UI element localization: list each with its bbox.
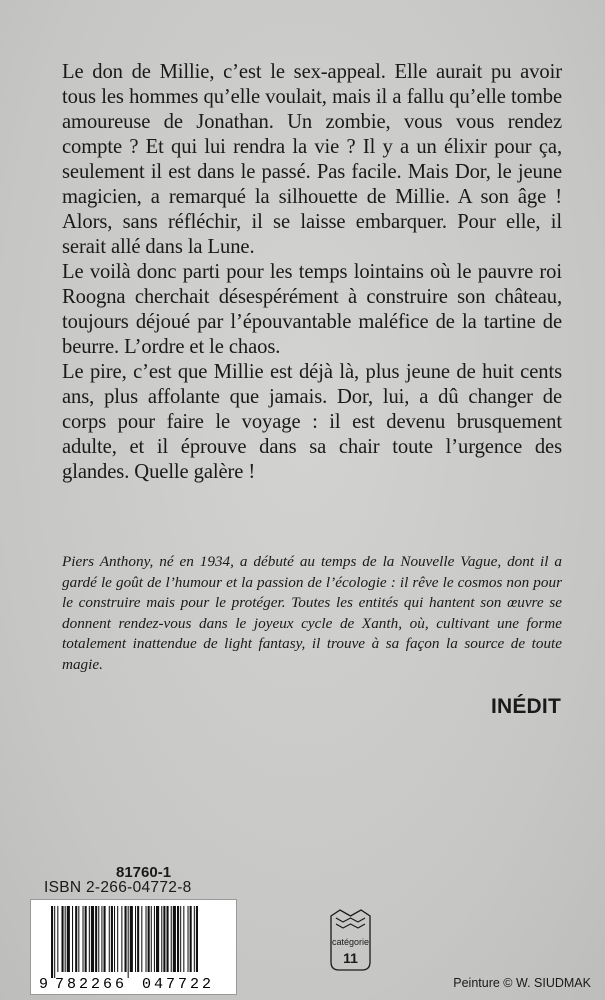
product-code: 81760-1 [116, 864, 172, 881]
barcode-bar [111, 906, 113, 972]
category-badge [327, 908, 374, 974]
barcode-bar [89, 906, 90, 972]
barcode-bar [54, 906, 55, 978]
barcode-bar [109, 906, 110, 972]
barcode-bar [117, 906, 118, 972]
barcode-bar [180, 906, 181, 972]
barcode-bar [85, 906, 87, 972]
barcode-bar [183, 906, 184, 972]
inedit-label: INÉDIT [490, 695, 561, 718]
barcode-bar [72, 906, 73, 972]
category-number: 11 [343, 950, 358, 966]
barcode-bar [177, 906, 179, 972]
barcode-bar [190, 906, 192, 972]
barcode-bar [114, 906, 115, 972]
barcode-bar [75, 906, 77, 972]
barcode-bar [130, 906, 133, 972]
barcode-bar [121, 906, 122, 972]
barcode-bar [67, 906, 70, 972]
blurb-paragraph-3: Le pire, c’est que Millie est déjà là, plus jeune de huit cents ans, plus affolante que jamais. Dor, lui, a dû changer de corps pour faire le voyage : il est devenu brusquement adulte, et il éprouve dans sa chair toute l’urgence des glandes. Quelle galère ! [62, 361, 562, 483]
barcode-bars [31, 900, 236, 994]
barcode-bar [57, 906, 58, 972]
barcode-bar [91, 906, 94, 972]
barcode-digits-right: 047722 [142, 976, 215, 993]
barcode-bar [194, 906, 195, 972]
barcode-bar [137, 906, 139, 972]
author-bio: Piers Anthony, né en 1934, a débuté au temps de la Nouvelle Vague, dont il a gardé le goût de l’humour et la passion de l’écologie : il rêve le cosmos non pour le construire mais pour le protéger. Toutes les entités qui hantent son œuvre se donnent rendez-vous dans le joyeux cycle de Xanth, où, cultivant une forme totalement inattendue de light fantasy, il trouve à sa façon la source de toute magie. [62, 553, 562, 673]
barcode-bar [101, 906, 102, 972]
barcode-bar [65, 906, 66, 972]
barcode-bar [51, 906, 53, 978]
barcode-bar [148, 906, 150, 972]
barcode-bar [196, 906, 198, 972]
barcode-bar [156, 906, 159, 972]
blurb-paragraph-1: Le don de Millie, c’est le sex-appeal. Elle aurait pu avoir tous les hommes qu’elle voulait, mais il a fallu qu’elle tombe amoureuse de Jonathan. Un zombie, vous vous rendez compte ? Et qui lui rendra la vie ? Il y a un élixir pour ça, seulement il est dans le passé. Pas facile. Mais Dor, le jeune magicien, a remarqué la silhouette de Millie. A son âge ! Alors, sans réfléchir, il se laisse embarquer. Pour elle, il serait allé dans la Lune. [62, 61, 562, 258]
barcode-digits-left: 782266 [55, 976, 128, 993]
blurb-paragraph-2: Le voilà donc parti pour les temps lointains où le pauvre roi Roogna cherchait désespérément à construire son château, toujours déjoué par l’épouvantable maléfice de la tartine de beurre. L’ordre et le chaos. [62, 261, 562, 358]
barcode-bar [151, 906, 152, 972]
barcode-bar [141, 906, 142, 972]
barcode-bar [135, 906, 136, 972]
barcode-bar [95, 906, 97, 972]
barcode-bar [128, 906, 129, 978]
illustration-credit: Peinture © W. SIUDMAK [453, 976, 591, 990]
barcode-bar [154, 906, 155, 972]
barcode-bar [173, 906, 176, 972]
barcode-bar [171, 906, 172, 972]
barcode-bar [125, 906, 127, 972]
barcode-bar [78, 906, 79, 972]
isbn-number: ISBN 2-266-04772-8 [44, 879, 192, 896]
barcode-digit-first: 9 [39, 976, 49, 993]
barcode [30, 899, 237, 995]
barcode-bar [62, 906, 64, 972]
barcode-bar [188, 906, 189, 972]
barcode-bar [161, 906, 162, 972]
barcode-bar [146, 906, 147, 972]
barcode-bar [163, 906, 165, 972]
barcode-bar [98, 906, 99, 972]
back-cover-blurb [62, 60, 562, 485]
barcode-bar [167, 906, 169, 972]
category-label: catégorie [331, 937, 370, 947]
barcode-bar [83, 906, 84, 972]
barcode-bar [104, 906, 106, 972]
